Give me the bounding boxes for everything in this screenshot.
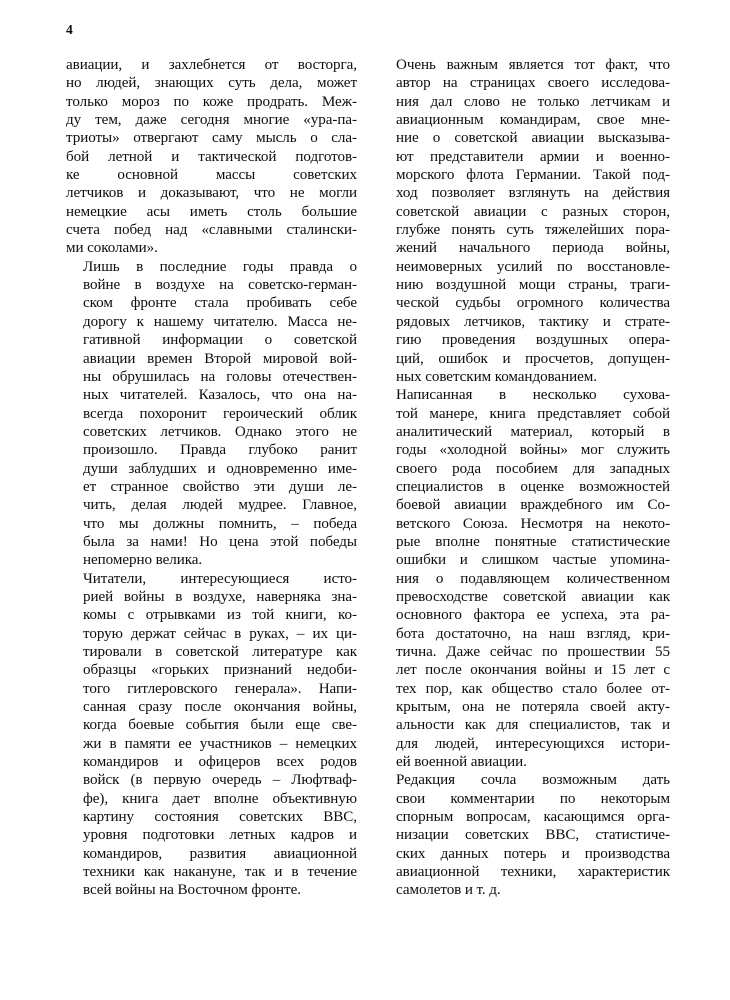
text-line: ход позволяет взглянуть на действия — [396, 185, 670, 202]
text-line: тична. Даже сейчас по прошествии 55 — [396, 644, 670, 660]
text-line: триоты» отвергают саму мысль о сла- — [66, 130, 357, 147]
paragraph — [379, 56, 670, 386]
text-line: была за нами! Но цена этой победы — [83, 533, 357, 550]
text-line: ных читателей. Казалось, что она на- — [83, 387, 357, 404]
paragraph — [379, 386, 670, 771]
text-line: ветского Союза. Несмотря на некото- — [396, 515, 670, 532]
text-line: неимоверных усилий по восстановле- — [396, 258, 670, 275]
text-body — [66, 56, 674, 901]
text-line: Очень важным является тот факт, что — [396, 57, 670, 73]
text-line: ния о подавляющем количественном — [396, 570, 670, 587]
text-line: гативной информации о советской — [83, 332, 357, 349]
text-line: ском фронте стала пробивать себе — [83, 295, 357, 312]
text-line: ны обрушилась на головы отечествен- — [83, 368, 357, 385]
paragraph — [66, 56, 357, 258]
text-line: превосходстве советской авиации как — [396, 588, 670, 605]
text-line: тех пор, как общество стало более от- — [396, 680, 670, 697]
text-line: тировали в советской литературе как — [83, 644, 357, 660]
text-line: ние о советской авиации высказыва- — [396, 130, 670, 147]
text-line: ет странное свойство эти души ле- — [83, 478, 357, 495]
text-line: ошибки и слишком частые упомина- — [396, 552, 670, 569]
text-line: командиров и офицеров всех родов — [83, 754, 357, 771]
text-line: лет после окончания войны и 15 лет с — [396, 662, 670, 679]
text-line: уровня подготовки летных кадров и — [83, 827, 357, 844]
text-line: всей войны на Восточном фронте. — [83, 882, 301, 899]
text-line: картину состояния советских ВВС, — [83, 809, 357, 826]
text-line: дорогу к нашему читателю. Масса не- — [83, 313, 357, 330]
text-line: произошло. Правда глубоко ранит — [83, 442, 357, 459]
text-line: свои комментарии по некоторым — [396, 790, 670, 807]
text-line: авиационным командирам, свое мне- — [396, 112, 670, 129]
text-line: авиационной техники, характеристик — [396, 864, 670, 881]
text-line: жений начального периода войны, — [396, 240, 670, 257]
text-line: бота достаточно, на наш взгляд, кри- — [396, 625, 670, 642]
column-left — [66, 56, 357, 900]
text-line: летчиков и доказывают, что не могли — [66, 185, 357, 202]
text-line: советских летчиков. Однако этого не — [83, 423, 357, 440]
text-line: командиров, развития авиационной — [83, 845, 357, 862]
text-line: самолетов и т. д. — [396, 882, 501, 899]
text-line: когда боевые события были еще све- — [83, 717, 357, 734]
text-line: для людей, интересующихся истори- — [396, 735, 670, 752]
text-line: аналитический материал, который в — [396, 423, 670, 440]
text-line: советской авиации с разных сторон, — [396, 203, 670, 220]
text-line: бой летной и тактической подготов- — [66, 148, 357, 165]
text-line: того гитлеровского генерала». Напи- — [83, 680, 357, 697]
text-line: образцы «горьких признаний недоби- — [83, 662, 357, 679]
text-line: гию проведения воздушных опера- — [396, 332, 670, 349]
text-line: Читатели, интересующиеся исто- — [83, 570, 357, 587]
text-line: ных советским командованием. — [396, 368, 597, 385]
text-line: нию воздушной мощи страны, траги- — [396, 277, 670, 294]
text-line: ческой судьбы огромного количества — [396, 295, 670, 312]
text-line: авиации времен Второй мировой вой- — [83, 350, 357, 367]
text-line: комы с отрывками из той книги, ко- — [83, 607, 357, 624]
text-line: ми соколами». — [66, 240, 158, 257]
text-line: ке основной массы советских — [66, 167, 357, 184]
column-right — [379, 56, 670, 900]
paragraph — [66, 258, 357, 570]
text-line: низации советских ВВС, статистиче- — [396, 827, 670, 844]
text-line: крытым, она не потеряла своей акту- — [396, 699, 670, 716]
text-line: ций, ошибок и просчетов, допущен- — [396, 350, 670, 367]
text-line: морского флота Германии. Такой под- — [396, 167, 670, 184]
page-number: 4 — [66, 22, 73, 37]
text-line: ей военной авиации. — [396, 754, 527, 771]
text-line: всегда похоронит героический облик — [83, 405, 357, 422]
text-line: техники как накануне, так и в течение — [83, 864, 357, 881]
text-line: рядовых летчиков, тактику и страте- — [396, 313, 670, 330]
text-line: только мороз по коже продрать. Меж- — [66, 93, 357, 110]
text-line: ских данных потерь и производства — [396, 845, 670, 862]
text-line: годы «холодной войны» мог служить — [396, 442, 670, 459]
text-line: немецкие асы иметь столь большие — [66, 203, 357, 220]
text-line: глубже понять суть тяжелейших пора- — [396, 222, 670, 239]
text-line: жи в памяти ее участников – немецких — [83, 735, 357, 752]
text-line: той манере, книга представляет собой — [396, 405, 670, 422]
text-line: своего рода пособием для западных — [396, 460, 670, 477]
text-line: ду тем, даже сегодня многие «ура-па- — [66, 112, 357, 129]
text-line: что мы должны помнить, – победа — [83, 515, 357, 532]
text-line: фе), книга дает вполне объективную — [83, 790, 357, 807]
text-line: автор на страницах своего исследова- — [396, 75, 670, 92]
text-line: счета побед над «славными сталински- — [66, 222, 357, 239]
text-line: торую держат сейчас в руках, – их ци- — [83, 625, 357, 642]
text-line: авиации, и захлебнется от восторга, — [66, 57, 357, 73]
text-line: основного фактора ее успеха, эта ра- — [396, 607, 670, 624]
text-line: санная сразу после окончания войны, — [83, 699, 357, 716]
text-line: Лишь в последние годы правда о — [83, 258, 357, 275]
text-line: Редакция сочла возможным дать — [396, 772, 670, 789]
text-line: чить, делая людей мудрее. Главное, — [83, 497, 357, 514]
text-line: рые вполне понятные статистические — [396, 533, 670, 550]
text-line: ния дал слово не только летчикам и — [396, 93, 670, 110]
text-line: Написанная в несколько сухова- — [396, 387, 670, 404]
text-line: души заблудших и одновременно име- — [83, 460, 357, 477]
text-line: альности как для специалистов, так и — [396, 717, 670, 734]
text-line: но людей, знающих суть дела, может — [66, 75, 357, 92]
text-line: рией войны в воздухе, наверняка зна- — [83, 588, 357, 605]
text-line: специалистов в оценке возможностей — [396, 478, 670, 495]
paragraph — [66, 570, 357, 900]
text-line: войск (в первую очередь – Люфтваф- — [83, 772, 357, 789]
text-line: ют представители армии и военно- — [396, 148, 670, 165]
text-line: войне в воздухе на советско-герман- — [83, 277, 357, 294]
text-line: боевой авиации враждебного им Со- — [396, 497, 670, 514]
text-line: непомерно велика. — [83, 552, 203, 569]
paragraph — [379, 771, 670, 899]
text-line: спорным вопросам, касающимся орга- — [396, 809, 670, 826]
